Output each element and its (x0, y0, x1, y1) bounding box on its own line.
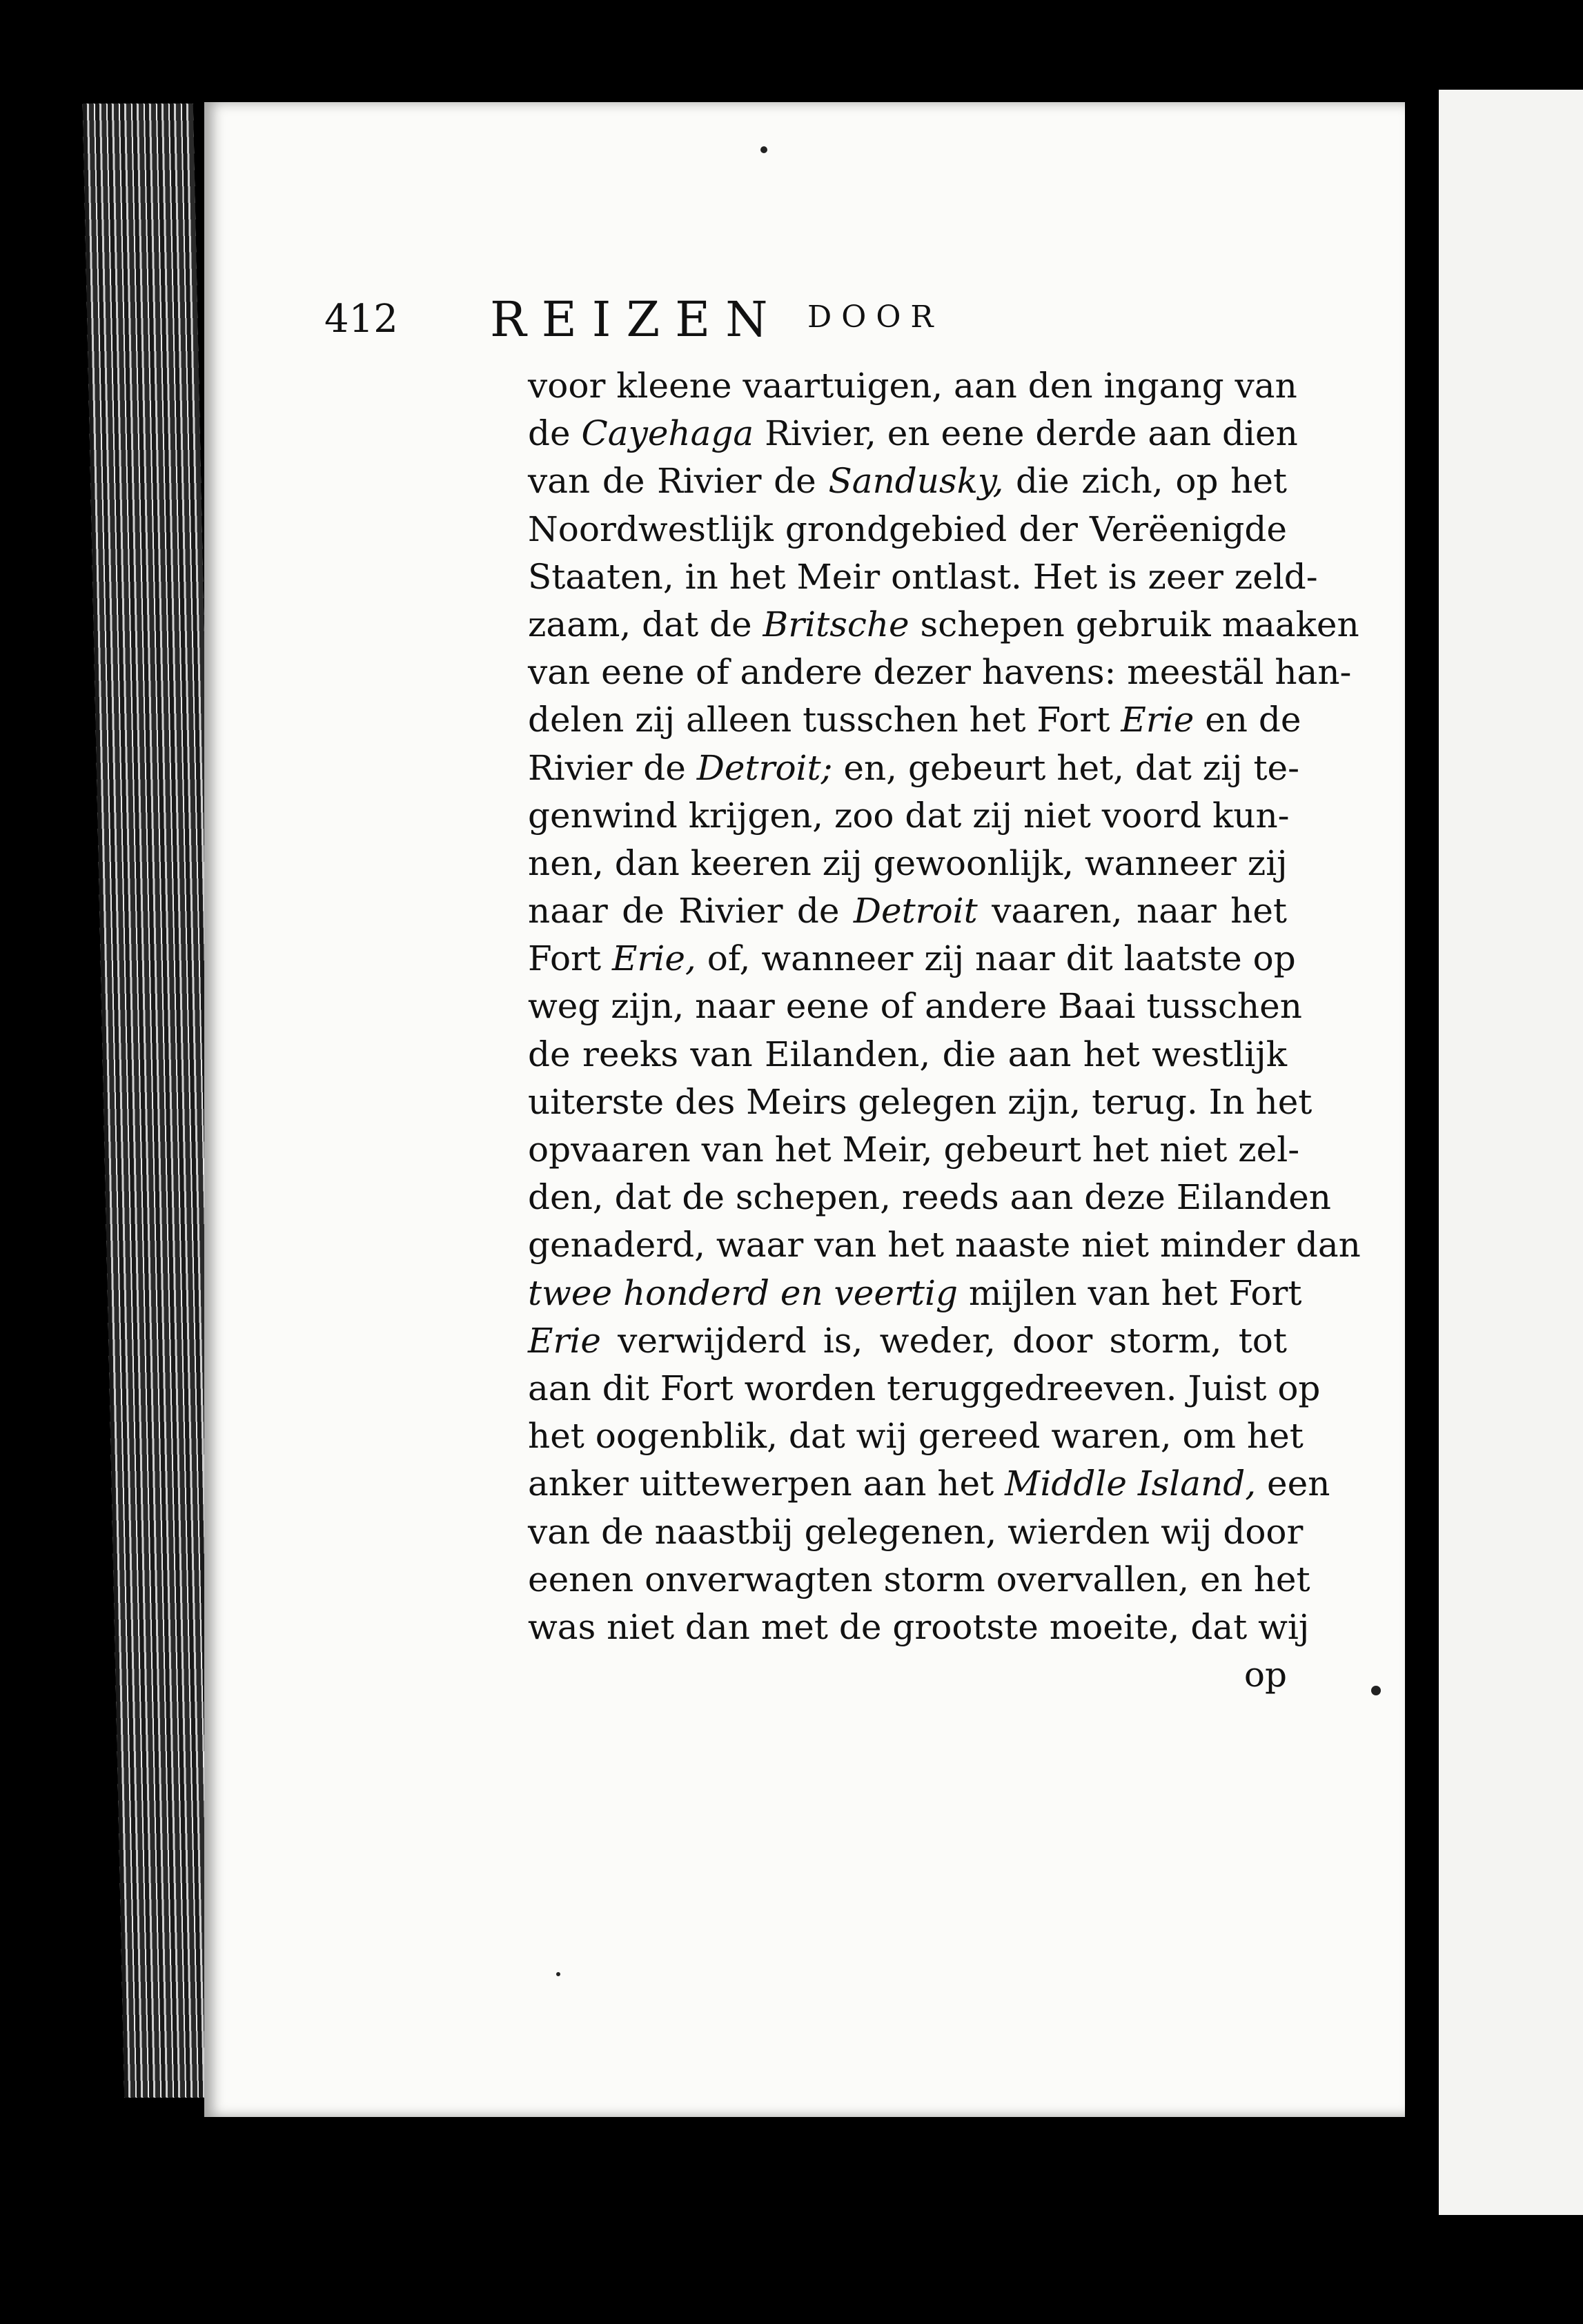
running-title-continuation: DOOR (807, 299, 943, 335)
text-line (528, 601, 1359, 649)
text-run: vaaren, naar het (977, 891, 1288, 932)
italic-phrase: Erie (1121, 700, 1194, 740)
text-line (528, 1556, 1310, 1604)
running-head (324, 291, 1221, 346)
text-line (528, 553, 1318, 601)
italic-phrase: twee honderd en veertig (528, 1272, 958, 1313)
text-line (528, 1460, 1330, 1508)
text-run: was niet dan met de grootste moeite, dat wij (528, 1606, 1310, 1647)
text-run: uiterste des Meirs gelegen zijn, terug. In het (528, 1081, 1312, 1122)
text-run: genaderd, waar van het naaste niet minder dan (528, 1225, 1361, 1266)
text-line (528, 1126, 1300, 1174)
text-line (528, 506, 1287, 553)
text-run: de (528, 413, 582, 454)
text-line (528, 840, 1287, 887)
italic-phrase: Detroit (853, 891, 978, 932)
text-run: opvaaren van het Meir, gebeurt het niet zel- (528, 1130, 1300, 1170)
text-line (528, 1604, 1310, 1651)
text-run: Fort (528, 938, 612, 979)
text-line (528, 696, 1301, 744)
italic-phrase: Britsche (763, 604, 910, 644)
text-run: die zich, op het (1003, 461, 1287, 502)
text-run: van de naastbij gelegenen, wierden wij door (528, 1511, 1304, 1552)
text-line (528, 983, 1302, 1030)
text-run: Noordwestlijk grondgebied der Verëenigde (528, 509, 1287, 549)
ink-speck (556, 1972, 560, 1976)
text-run: van eene of andere dezer havens: meestäl han- (528, 652, 1352, 693)
text-run: van de Rivier de (528, 461, 829, 502)
text-line (528, 1317, 1287, 1365)
text-run: anker uittewerpen aan het (528, 1464, 1005, 1504)
text-run: schepen gebruik maaken (909, 604, 1359, 644)
text-line (528, 457, 1287, 505)
facing-page-sliver (1439, 90, 1583, 2215)
text-line (528, 410, 1298, 457)
italic-phrase: Erie (528, 1320, 601, 1361)
text-line (528, 1270, 1302, 1317)
text-line (528, 1365, 1321, 1412)
text-run: de reeks van Eilanden, die aan het westlijk (528, 1034, 1287, 1074)
body-text (528, 362, 1361, 1699)
running-title: REIZEN (490, 291, 783, 348)
italic-phrase: Middle Island, (1005, 1464, 1257, 1504)
text-run: weg zijn, naar eene of andere Baai tusschen (528, 986, 1302, 1027)
text-run: en, gebeurt het, dat zij te- (832, 747, 1300, 788)
text-line (528, 1031, 1287, 1079)
text-line (528, 745, 1300, 792)
text-line (528, 887, 1287, 935)
ink-speck (1371, 1686, 1381, 1695)
text-run: een (1256, 1464, 1330, 1504)
text-run: eenen onverwagten storm overvallen, en het (528, 1559, 1310, 1599)
text-run: en de (1194, 700, 1301, 740)
text-line (528, 1412, 1304, 1460)
italic-phrase: Sandusky, (828, 461, 1004, 502)
text-run: mijlen van het Fort (957, 1272, 1302, 1313)
text-run: of, wanneer zij naar dit laatste op (696, 938, 1296, 979)
text-run: aan dit Fort worden teruggedreeven. Juist op (528, 1368, 1321, 1408)
text-run: het oogenblik, dat wij gereed waren, om het (528, 1416, 1304, 1457)
text-run: Rivier de (528, 747, 697, 788)
text-run: voor kleene vaartuigen, aan den ingang van (528, 366, 1297, 406)
italic-phrase: Detroit; (696, 747, 833, 788)
text-run: verwijderd is, weder, door storm, tot (600, 1320, 1287, 1361)
text-run: den, dat de schepen, reeds aan deze Eilanden (528, 1177, 1331, 1218)
text-line (528, 1508, 1304, 1556)
text-run: Rivier, en eene derde aan dien (754, 413, 1298, 454)
catchword: op (1243, 1655, 1287, 1695)
italic-phrase: Erie, (611, 938, 696, 979)
text-line (528, 1174, 1331, 1221)
ink-speck (760, 146, 767, 153)
text-line (528, 362, 1297, 410)
text-run: naar de Rivier de (528, 891, 854, 932)
italic-phrase: Cayehaga (581, 413, 754, 454)
text-run: delen zij alleen tusschen het Fort (528, 700, 1121, 740)
text-run: genwind krijgen, zoo dat zij niet voord kun- (528, 795, 1290, 836)
text-line (528, 935, 1296, 983)
text-run: nen, dan keeren zij gewoonlijk, wanneer zij (528, 843, 1288, 883)
text-run: zaam, dat de (528, 604, 763, 644)
text-line (528, 1079, 1312, 1126)
text-run: Staaten, in het Meir ontlast. Het is zeer zeld- (528, 556, 1318, 597)
text-line (528, 1221, 1361, 1269)
page-number: 412 (324, 297, 398, 342)
text-line (528, 649, 1352, 696)
text-line (528, 792, 1290, 840)
